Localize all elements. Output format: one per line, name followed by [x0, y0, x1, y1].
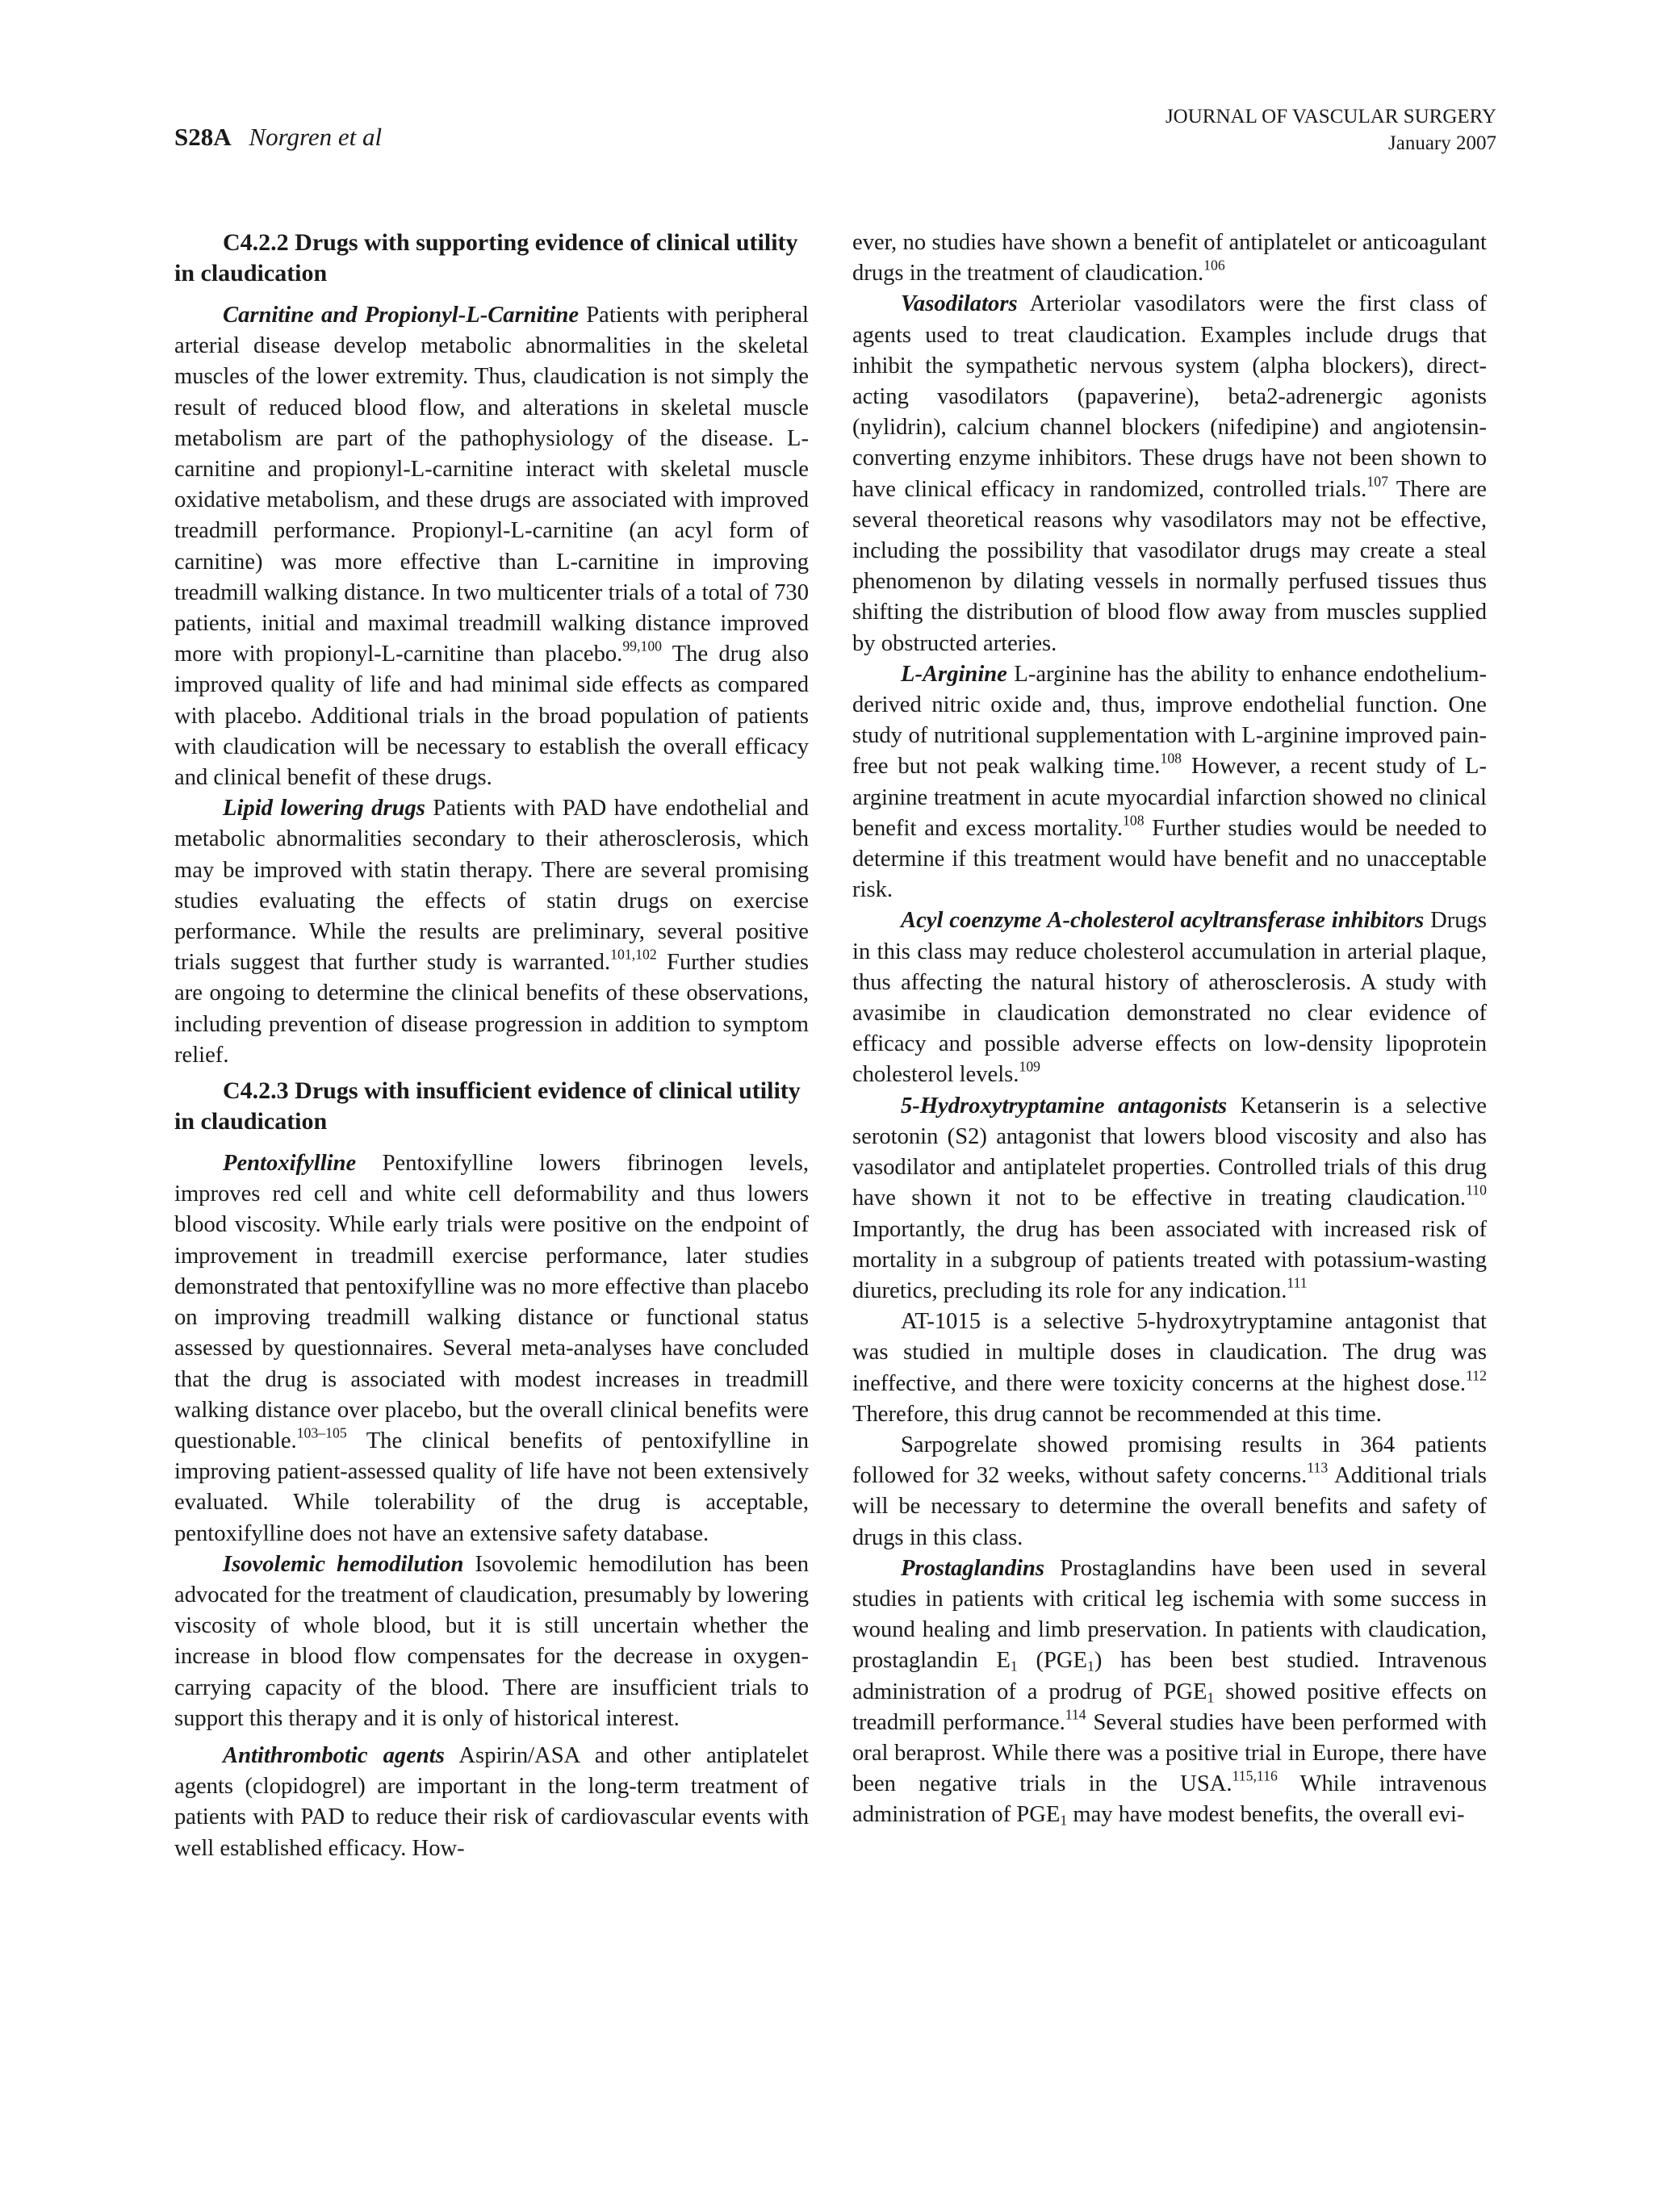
- running-header-left: [174, 123, 382, 152]
- citation: 111: [1287, 1274, 1308, 1291]
- paragraph-keyword: Carnitine and Propionyl-L-Carnitine: [223, 303, 580, 328]
- paragraph-keyword: Lipid lowering drugs: [223, 796, 425, 822]
- paragraph-text: Further studies are ongoing to determine the clinical benefits of these observations, including prevention of disease progression in addition to symptom relief.: [174, 950, 809, 1068]
- paragraph-keyword: 5-Hydroxytryptamine antagonists: [901, 1093, 1228, 1119]
- paragraph-pentoxifylline: [174, 1148, 809, 1549]
- citation: 101,102: [610, 946, 657, 963]
- paragraph-text: Sarpogrelate showed promising results in 364 patients followed for 32 weeks, without safety concerns.: [852, 1432, 1487, 1489]
- paragraph-text: Prostaglandins have been used in several studies in patients with critical leg ischemia with some success in wound healing and limb preservation. In patients with claudication, prostaglandin E: [852, 1555, 1487, 1674]
- paragraph-at-1015: [852, 1307, 1487, 1430]
- paragraph-text: The clinical benefits of pentoxifylline in improving patient-assessed quality of life have not been extensively evaluated. While tolerability of the drug is acceptable, pentoxifylline does not have an extensive safety database.: [174, 1428, 809, 1546]
- left-column: [174, 228, 809, 1864]
- journal-name: JOURNAL OF VASCULAR SURGERY: [1165, 106, 1496, 128]
- subscript: 1: [1060, 1812, 1068, 1829]
- citation: 115,116: [1232, 1767, 1278, 1784]
- running-authors: Norgren et al: [249, 123, 383, 151]
- paragraph-lipid-lowering: [174, 793, 809, 1071]
- paragraph-acat-inhibitors: [852, 905, 1487, 1090]
- paragraph-prostaglandins: [852, 1553, 1487, 1831]
- paragraph-sarpogrelate: [852, 1430, 1487, 1553]
- paragraph-text: may have modest benefits, the overall evi-: [1067, 1802, 1465, 1828]
- paragraph-carnitine: [174, 300, 809, 793]
- paragraph-text: Ketanserin is a selective serotonin (S2) antagonist that lowers blood viscosity and also has vasodilator and antiplatelet properties. Controlled trials of this drug have shown it not to be effective in treating claudication.: [852, 1093, 1487, 1211]
- section-heading-4-2-3: C4.2.3 Drugs with insufficient evidence of clinical utility in claudication: [174, 1077, 801, 1135]
- paragraph-keyword: Prostaglandins: [901, 1555, 1044, 1581]
- right-column: [852, 228, 1487, 1831]
- paragraph-text: Further studies would be needed to determine if this treatment would have benefit and no unacceptable risk.: [852, 815, 1487, 903]
- subscript: 1: [1207, 1688, 1215, 1705]
- paragraph-text: Drugs in this class may reduce cholesterol accumulation in arterial plaque, thus affecting the natural history of atherosclerosis. A study with avasimibe in claudication demonstrated no clear evidence of efficacy and possible adverse effects on low-density lipoprotein cholesterol levels.: [852, 908, 1487, 1088]
- citation: 110: [1466, 1181, 1487, 1198]
- paragraph-text: Several studies have been performed with oral beraprost. While there was a positive trial in Europe, there have been negative trials in the USA.: [852, 1709, 1487, 1797]
- paragraph-text: ever, no studies have shown a benefit of antiplatelet or anticoagulant drugs in the treatment of claudication.: [852, 230, 1487, 286]
- paragraph-keyword: Vasodilators: [901, 291, 1018, 317]
- page-number: S28A: [174, 123, 232, 151]
- paragraph-keyword: L-Arginine: [901, 661, 1007, 687]
- paragraph-text: Aspirin/ASA and other antiplatelet agents (clopidogrel) are important in the long-term treatment of patients with PAD to reduce their risk of cardiovascular events with well established efficacy. How-: [174, 1742, 809, 1861]
- paragraph-antithrombotic-continued: [852, 228, 1487, 289]
- subscript: 1: [1010, 1658, 1018, 1675]
- paragraph-5ht-antagonists: [852, 1091, 1487, 1307]
- citation: 108: [1122, 812, 1145, 829]
- paragraph-text: Patients with PAD have endothelial and metabolic abnormalities secondary to their atherosclerosis, which may be improved with statin therapy. There are several promising studies evaluating the effects of statin drugs on exercise performance. While the results are preliminary, several positive trials suggest that further study is warranted.: [174, 796, 809, 976]
- paragraph-text: However, a recent study of L-arginine treatment in acute myocardial infarction showed no clinical benefit and excess mortality.: [852, 754, 1487, 841]
- citation: 107: [1366, 473, 1388, 490]
- citation: 112: [1466, 1367, 1487, 1384]
- paragraph-hemodilution: [174, 1549, 809, 1734]
- paragraph-l-arginine: [852, 659, 1487, 906]
- paragraph-keyword: Acyl coenzyme A-cholesterol acyltransferase inhibitors: [901, 908, 1425, 934]
- section-heading-4-2-2: C4.2.2 Drugs with supporting evidence of clinical utility in claudication: [174, 229, 798, 286]
- paragraph-text: Patients with peripheral arterial disease develop metabolic abnormalities in the skeletal muscles of the lower extremity. Thus, claudication is not simply the result of reduced blood flow, and alterations in skeletal muscle metabolism are part of the pathophysiology of the disease. L-carnitine and propionyl-L-carnitine interact with skeletal muscle oxidative metabolism, and these drugs are associated with improved treadmill performance. Propionyl-L-carnitine (an acyl form of carnitine) was more effective than L-carnitine in improving treadmill walking distance. In two multicenter trials of a total of 730 patients, initial and maximal treadmill walking distance improved more with propionyl-L-carnitine than placebo.: [174, 303, 809, 667]
- paragraph-text: Isovolemic hemodilution has been advocated for the treatment of claudication, presumably by lowering viscosity of whole blood, but it is still uncertain whether the increase in blood flow compensates for the decrease in oxygen-carrying capacity of the blood. There are insufficient trials to support this therapy and it is only of historical interest.: [174, 1551, 809, 1731]
- paragraph-text: L-arginine has the ability to enhance endothelium-derived nitric oxide and, thus, improve endothelial function. One study of nutritional supplementation with L-arginine improved pain-free but not peak walking time.: [852, 661, 1487, 780]
- citation: 99,100: [622, 638, 663, 654]
- paragraph-text: While intravenous administration of PGE: [852, 1771, 1487, 1828]
- paragraph-keyword: Antithrombotic agents: [223, 1742, 445, 1768]
- subscript: 1: [1087, 1658, 1094, 1675]
- paragraph-vasodilators: [852, 289, 1487, 659]
- issue-date: January 2007: [1388, 132, 1496, 154]
- citation: 109: [1019, 1059, 1041, 1076]
- running-header-right: [1165, 103, 1496, 157]
- paragraph-text: Arteriolar vasodilators were the first class of agents used to treat claudication. Examples include drugs that inhibit the sympathetic nervous system (alpha blockers), direct-acting vasodilators (papaverine), beta2-adrenergic agonists (nylidrin), calcium channel blockers (nifedipine) and angiotensin-converting enzyme inhibitors. These drugs have not been shown to have clinical efficacy in randomized, controlled trials.: [852, 291, 1487, 502]
- paragraph-keyword: Isovolemic hemodilution: [223, 1551, 464, 1577]
- paragraph-text: Pentoxifylline lowers fibrinogen levels, improves red cell and white cell deformability and thus lowers blood viscosity. While early trials were positive on the endpoint of improvement in treadmill exercise performance, later studies demonstrated that pentoxifylline was no more effective than placebo on improving treadmill walking distance or functional status assessed by questionnaires. Several meta-analyses have concluded that the drug is associated with modest increases in treadmill walking distance over placebo, but the overall clinical benefits were questionable.: [174, 1151, 809, 1453]
- citation: 103–105: [296, 1424, 347, 1441]
- paragraph-text: There are several theoretical reasons why vasodilators may not be effective, including the possibility that vasodilator drugs may create a steal phenomenon by dilating vessels in normally perfused tissues thus shifting the distribution of blood flow away from muscles supplied by obstructed arteries.: [852, 476, 1488, 656]
- paragraph-antithrombotic: [174, 1741, 809, 1864]
- paragraph-text: showed positive effects on treadmill performance.: [852, 1679, 1487, 1735]
- paragraph-text: (PGE: [1017, 1648, 1088, 1674]
- citation: 106: [1203, 257, 1225, 274]
- paragraph-text: Importantly, the drug has been associated with increased risk of mortality in a subgroup of patients treated with potassium-wasting diuretics, precluding its role for any indication.: [852, 1216, 1487, 1303]
- paragraph-text: AT-1015 is a selective 5-hydroxytryptamine antagonist that was studied in multiple doses in claudication. The drug was ineffective, and there were toxicity concerns at the highest dose.: [852, 1309, 1487, 1396]
- paragraph-text: The drug also improved quality of life and had minimal side effects as compared with placebo. Additional trials in the broad population of patients with claudication will be necessary to establish the overall efficacy and clinical benefit of these drugs.: [174, 642, 809, 791]
- citation: 114: [1065, 1706, 1086, 1723]
- paragraph-text: Therefore, this drug cannot be recommended at this time.: [852, 1401, 1382, 1427]
- citation: 108: [1160, 751, 1182, 767]
- paragraph-keyword: Pentoxifylline: [223, 1151, 357, 1177]
- paragraph-text: Additional trials will be necessary to determine the overall benefits and safety of drugs in this class.: [852, 1463, 1487, 1550]
- paragraph-text: ) has been best studied. Intravenous administration of a prodrug of PGE: [852, 1648, 1487, 1704]
- citation: 113: [1307, 1459, 1329, 1476]
